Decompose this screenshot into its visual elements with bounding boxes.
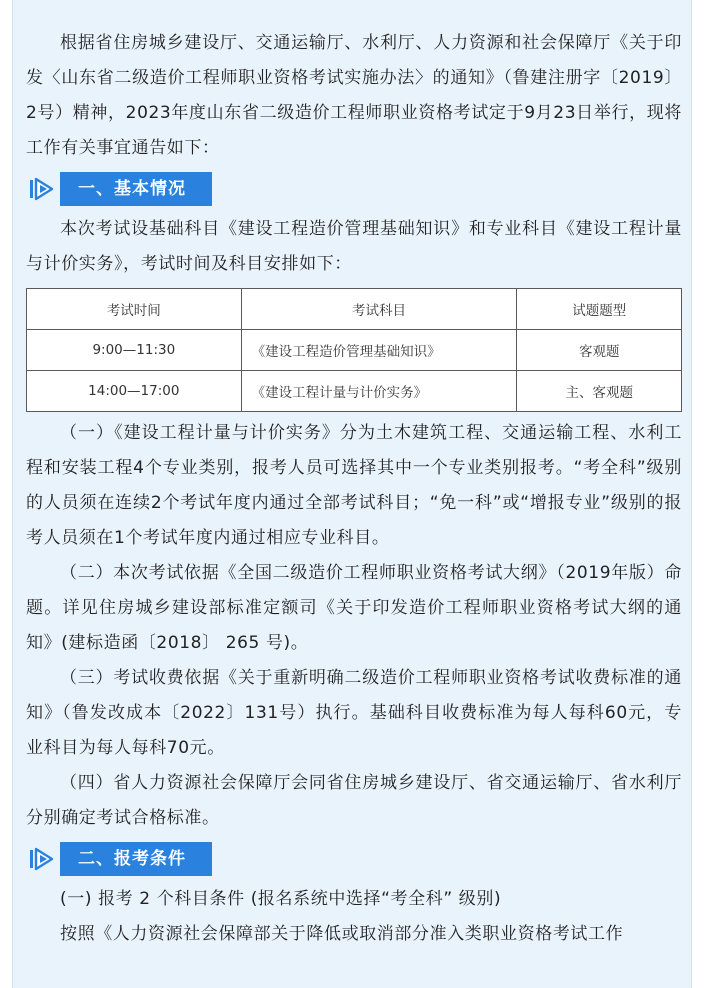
intro-paragraph: 根据省住房城乡建设厅、交通运输厅、水利厅、人力资源和社会保障厅《关于印发〈山东省二级造价工程师职业资格考试实施办法〉的通知》（鲁建注册字〔2019〕2号）精神，2023年度山东省二级造价工程师职业资格考试定于9月23日举行，现将工作有关事宜通告如下： <box>26 33 682 158</box>
table-cell: 14:00—17:00 <box>27 371 242 412</box>
arrow-right-icon <box>30 177 56 201</box>
exam-schedule-table <box>26 288 682 412</box>
table-cell: 9:00—11:30 <box>27 330 242 371</box>
list-item: （三）考试收费依据《关于重新明确二级造价工程师职业资格考试收费标准的通知》（鲁发改成本〔2022〕131号）执行。基础科目收费标准为每人每科60元，专业科目为每人每科70元。 <box>26 668 682 758</box>
list-item: （一）《建设工程计量与计价实务》分为土木建筑工程、交通运输工程、水利工程和安装工程4个专业类别，报考人员可选择其中一个专业类别报考。“考全科”级别的人员须在连续2个考试年度内通过全部考试科目；“免一科”或“增报专业”级别的报考人员须在1个考试年度内通过相应专业科目。 <box>26 423 682 548</box>
table-header-cell: 考试科目 <box>241 289 517 330</box>
section-lead: 按照《人力资源社会保障部关于降低或取消部分准入类职业资格考试工作 <box>60 924 624 944</box>
table-cell: 《建设工程造价管理基础知识》 <box>241 330 517 371</box>
list-item: （四）省人力资源社会保障厅会同省住房城乡建设厅、省交通运输厅、省水利厅分别确定考试合格标准。 <box>26 773 682 828</box>
arrow-right-icon <box>30 847 56 871</box>
list-item: （二）本次考试依据《全国二级造价工程师职业资格考试大纲》（2019年版）命题。详见住房城乡建设部标准定额司《关于印发造价工程师职业资格考试大纲的通知》(建标造函〔2018〕 265 号)。 <box>26 563 682 653</box>
table-header-row <box>27 289 682 330</box>
article-content <box>26 26 682 952</box>
table-row <box>27 330 682 371</box>
table-header-cell: 考试时间 <box>27 289 242 330</box>
table-row <box>27 371 682 412</box>
subsection-title: (一) 报考 2 个科目条件 (报名系统中选择“考全科” 级别) <box>60 889 502 909</box>
section-heading-conditions <box>26 842 682 876</box>
table-cell: 主、客观题 <box>517 371 682 412</box>
table-cell: 《建设工程计量与计价实务》 <box>241 371 517 412</box>
table-cell: 客观题 <box>517 330 682 371</box>
section-title: 一、基本情况 <box>60 172 212 206</box>
table-header-cell: 试题题型 <box>517 289 682 330</box>
section-lead: 本次考试设基础科目《建设工程造价管理基础知识》和专业科目《建设工程计量与计价实务》，考试时间及科目安排如下： <box>26 219 682 274</box>
section-heading-basic <box>26 172 682 206</box>
section-title: 二、报考条件 <box>60 842 212 876</box>
